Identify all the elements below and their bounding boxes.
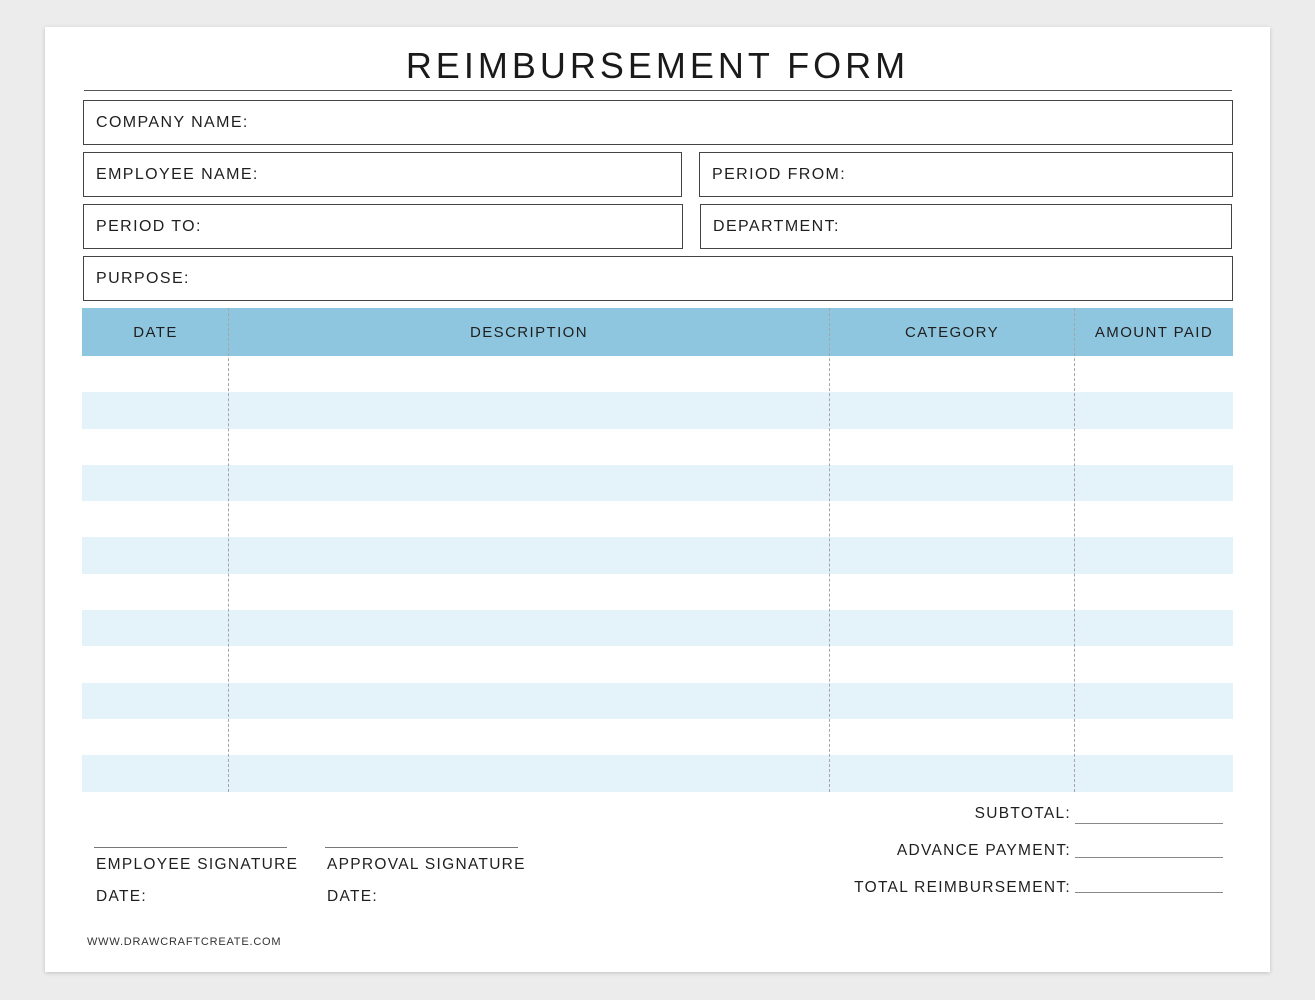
advance-payment-label: ADVANCE PAYMENT: bbox=[896, 842, 1071, 859]
expense-table-header bbox=[82, 308, 1233, 356]
table-row[interactable] bbox=[82, 755, 1233, 791]
column-header-amount-paid: AMOUNT PAID bbox=[1094, 323, 1214, 341]
total-reimbursement-line[interactable] bbox=[1075, 892, 1223, 893]
department-label: DEPARTMENT: bbox=[713, 217, 840, 235]
approval-date-label: DATE: bbox=[327, 888, 378, 905]
employee-signature-line[interactable] bbox=[94, 847, 287, 848]
table-row[interactable] bbox=[82, 610, 1233, 646]
form-title: REIMBURSEMENT FORM bbox=[405, 45, 910, 86]
column-header-date: DATE bbox=[133, 323, 178, 341]
purpose-label: PURPOSE: bbox=[96, 269, 190, 287]
column-header-category: CATEGORY bbox=[905, 323, 999, 341]
period-to-field[interactable] bbox=[83, 204, 683, 249]
table-row[interactable] bbox=[82, 574, 1233, 610]
column-divider bbox=[829, 308, 830, 792]
period-from-label: PERIOD FROM: bbox=[712, 165, 847, 183]
approval-signature-line[interactable] bbox=[325, 847, 518, 848]
employee-name-field[interactable] bbox=[83, 152, 682, 197]
table-row[interactable] bbox=[82, 646, 1233, 682]
advance-payment-line[interactable] bbox=[1075, 857, 1223, 858]
period-from-field[interactable] bbox=[699, 152, 1233, 197]
department-field[interactable] bbox=[700, 204, 1232, 249]
table-row[interactable] bbox=[82, 392, 1233, 428]
purpose-field[interactable] bbox=[83, 256, 1233, 301]
employee-signature-label: EMPLOYEE SIGNATURE bbox=[96, 856, 299, 873]
table-row[interactable] bbox=[82, 501, 1233, 537]
table-row[interactable] bbox=[82, 683, 1233, 719]
table-row[interactable] bbox=[82, 356, 1233, 392]
title-divider bbox=[84, 90, 1232, 91]
subtotal-label: SUBTOTAL: bbox=[974, 805, 1071, 822]
column-header-description: DESCRIPTION bbox=[470, 323, 588, 341]
employee-date-label: DATE: bbox=[96, 888, 147, 905]
table-row[interactable] bbox=[82, 465, 1233, 501]
company-name-field[interactable] bbox=[83, 100, 1233, 145]
expense-table-body bbox=[82, 356, 1233, 792]
table-row[interactable] bbox=[82, 429, 1233, 465]
footer-website: WWW.DRAWCRAFTCREATE.COM bbox=[87, 936, 282, 948]
column-divider bbox=[228, 308, 229, 792]
employee-name-label: EMPLOYEE NAME: bbox=[96, 165, 259, 183]
total-reimbursement-label: TOTAL REIMBURSEMENT: bbox=[854, 879, 1071, 896]
approval-signature-label: APPROVAL SIGNATURE bbox=[327, 856, 526, 873]
column-divider bbox=[1074, 308, 1075, 792]
subtotal-line[interactable] bbox=[1075, 823, 1223, 824]
table-row[interactable] bbox=[82, 719, 1233, 755]
company-name-label: COMPANY NAME: bbox=[96, 113, 249, 131]
period-to-label: PERIOD TO: bbox=[96, 217, 202, 235]
table-row[interactable] bbox=[82, 537, 1233, 573]
